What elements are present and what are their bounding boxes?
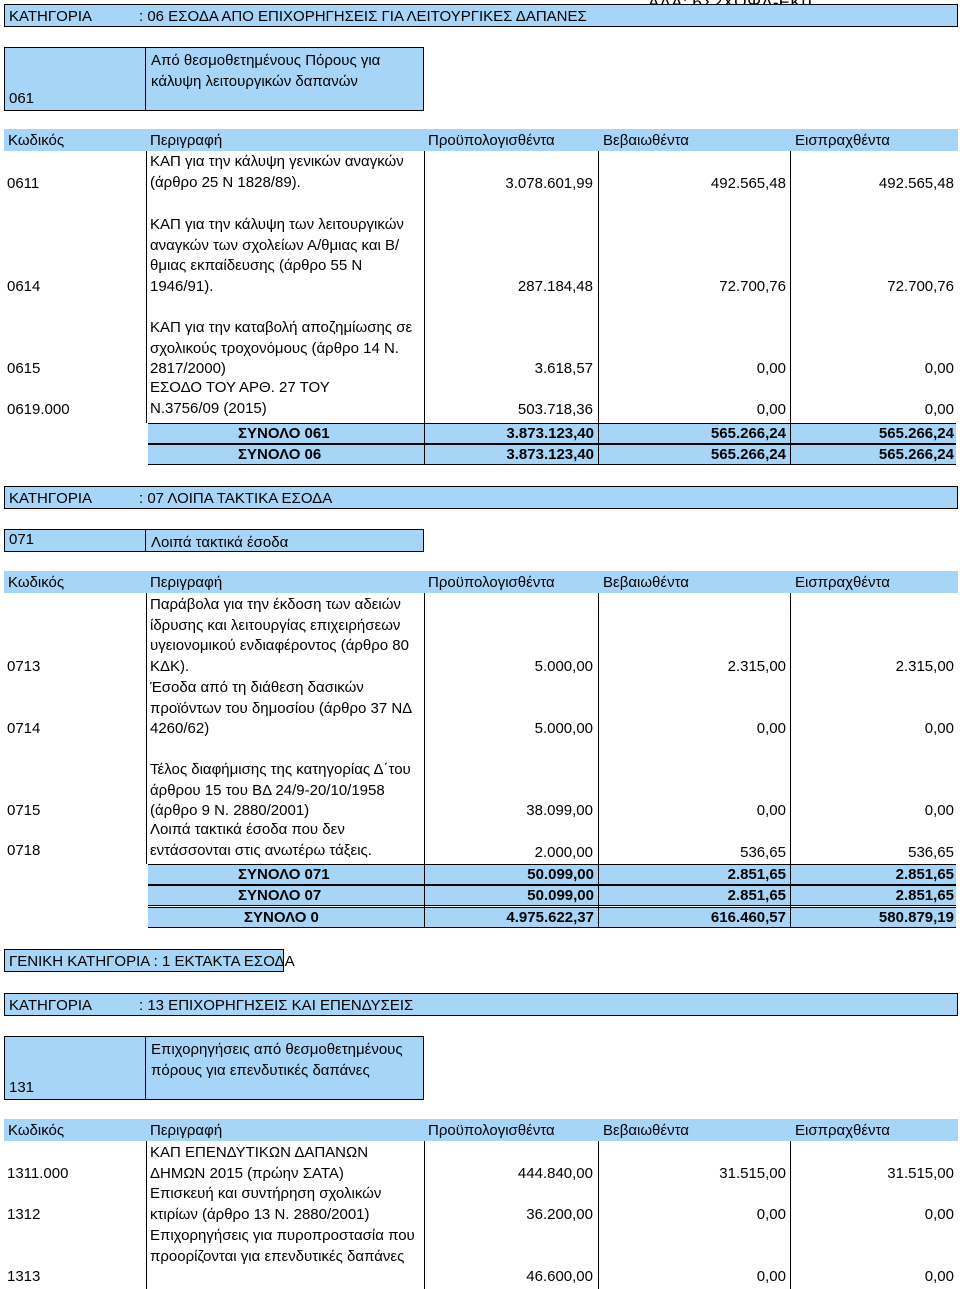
general-category-title: ΓΕΝΙΚΗ ΚΑΤΗΓΟΡΙΑ : 1 ΕΚΤΑΚΤΑ ΕΣΟΔΑ bbox=[9, 953, 295, 970]
col-desc: Περιγραφή bbox=[150, 1122, 223, 1139]
row-desc: ΚΑΠ για την κάλυψη γενικών αναγκών (άρθρο 25 Ν 1828/89). bbox=[150, 153, 404, 191]
row-code: 1312 bbox=[7, 1206, 41, 1223]
col-budgeted: Προϋπολογισθέντα bbox=[428, 574, 555, 591]
general-category-header bbox=[4, 949, 295, 972]
total-certified: 2.851,65 bbox=[727, 866, 786, 883]
total-collected: 580.879,19 bbox=[878, 909, 954, 926]
total-07 bbox=[148, 885, 956, 906]
total-certified: 565.266,24 bbox=[710, 425, 786, 442]
col-budgeted: Προϋπολογισθέντα bbox=[428, 132, 555, 149]
row-budgeted: 46.600,00 bbox=[526, 1268, 593, 1285]
row-budgeted: 503.718,36 bbox=[517, 401, 593, 418]
row-desc: Λοιπά τακτικά έσοδα που δεν εντάσσονται στις ανωτέρω τάξεις. bbox=[150, 821, 372, 859]
subcategory-061 bbox=[4, 47, 424, 111]
row-collected: 0,00 bbox=[924, 1268, 954, 1285]
row-collected: 0,00 bbox=[924, 720, 954, 737]
row-code: 0619.000 bbox=[7, 401, 70, 418]
col-budgeted: Προϋπολογισθέντα bbox=[428, 1122, 555, 1139]
total-label: ΣΥΝΟΛΟ 071 bbox=[238, 866, 330, 883]
total-certified: 2.851,65 bbox=[727, 887, 786, 904]
row-code: 0713 bbox=[7, 658, 41, 675]
row-code: 1313 bbox=[7, 1268, 41, 1285]
total-certified: 565.266,24 bbox=[710, 446, 786, 463]
total-budgeted: 4.975.622,37 bbox=[506, 909, 594, 926]
row-collected: 0,00 bbox=[924, 401, 954, 418]
row-collected: 536,65 bbox=[908, 844, 954, 861]
row-desc: Έσοδα από τη διάθεση δασικών προϊόντων του δημοσίου (άρθρο 37 ΝΔ 4260/62) bbox=[150, 679, 412, 737]
col-collected: Εισπραχθέντα bbox=[795, 1122, 890, 1139]
category-title: : 06 ΕΣΟΔΑ ΑΠΟ ΕΠΙΧΟΡΗΓΗΣΕΙΣ ΓΙΑ ΛΕΙΤΟΥΡΓΙΚΕΣ ΔΑΠΑΝΕΣ bbox=[139, 8, 587, 25]
row-certified: 0,00 bbox=[756, 360, 786, 377]
row-certified: 72.700,76 bbox=[719, 278, 786, 295]
row-collected: 0,00 bbox=[924, 360, 954, 377]
row-certified: 492.565,48 bbox=[710, 175, 786, 192]
row-certified: 0,00 bbox=[756, 720, 786, 737]
row-code: 0611 bbox=[7, 175, 40, 192]
row-desc: Επισκευή και συντήρηση σχολικών κτιρίων (άρθρο 13 Ν. 2880/2001) bbox=[150, 1185, 382, 1223]
total-071 bbox=[148, 864, 956, 885]
row-collected: 492.565,48 bbox=[878, 175, 954, 192]
row-collected: 0,00 bbox=[924, 802, 954, 819]
row-code: 0718 bbox=[7, 842, 41, 859]
row-certified: 0,00 bbox=[756, 802, 786, 819]
row-desc: ΚΑΠ για την κάλυψη των λειτουργικών αναγκών των σχολείων Α/θμιας και Β/θμιας εκπαίδευσης (άρθρο 55 Ν 1946/91). bbox=[150, 216, 404, 295]
category-label: ΚΑΤΗΓΟΡΙΑ bbox=[9, 997, 92, 1014]
row-certified: 2.315,00 bbox=[727, 658, 786, 675]
total-budgeted: 50.099,00 bbox=[527, 866, 594, 883]
row-collected: 2.315,00 bbox=[895, 658, 954, 675]
row-desc: Παράβολα για την έκδοση των αδειών ίδρυσης και λειτουργίας επιχειρήσεων υγειονομικού ενδιαφέροντος (άρθρο 80 ΚΔΚ). bbox=[150, 596, 409, 675]
row-certified: 536,65 bbox=[740, 844, 786, 861]
row-desc: ΕΣΟΔΟ ΤΟΥ ΑΡΘ. 27 ΤΟΥ Ν.3756/09 (2015) bbox=[150, 379, 330, 417]
total-collected: 565.266,24 bbox=[878, 425, 954, 442]
category-title: : 13 ΕΠΙΧΟΡΗΓΗΣΕΙΣ ΚΑΙ ΕΠΕΝΔΥΣΕΙΣ bbox=[139, 997, 414, 1014]
row-certified: 31.515,00 bbox=[719, 1165, 786, 1182]
total-061 bbox=[148, 423, 956, 444]
row-desc: ΚΑΠ ΕΠΕΝΔΥΤΙΚΩΝ ΔΑΠΑΝΩΝ ΔΗΜΩΝ 2015 (πρώην ΣΑΤΑ) bbox=[150, 1144, 369, 1182]
subcategory-code: 131 bbox=[9, 1079, 35, 1096]
row-budgeted: 38.099,00 bbox=[526, 802, 593, 819]
subcategory-desc: Λοιπά τακτικά έσοδα bbox=[151, 534, 289, 551]
row-budgeted: 3.078.601,99 bbox=[505, 175, 593, 192]
subcategory-071 bbox=[4, 529, 424, 552]
col-code: Κωδικός bbox=[8, 132, 65, 149]
category-label: ΚΑΤΗΓΟΡΙΑ bbox=[9, 8, 92, 25]
category-06-header bbox=[4, 4, 958, 27]
total-collected: 2.851,65 bbox=[895, 887, 954, 904]
total-budgeted: 3.873.123,40 bbox=[506, 446, 594, 463]
category-label: ΚΑΤΗΓΟΡΙΑ bbox=[9, 490, 92, 507]
column-headers-131 bbox=[4, 1119, 958, 1141]
col-code: Κωδικός bbox=[8, 1122, 65, 1139]
category-13-header bbox=[4, 993, 958, 1016]
row-budgeted: 5.000,00 bbox=[534, 658, 593, 675]
total-budgeted: 50.099,00 bbox=[527, 887, 594, 904]
total-collected: 565.266,24 bbox=[878, 446, 954, 463]
total-label: ΣΥΝΟΛΟ 061 bbox=[238, 425, 330, 442]
row-code: 0715 bbox=[7, 802, 41, 819]
col-certified: Βεβαιωθέντα bbox=[603, 1122, 689, 1139]
row-budgeted: 3.618,57 bbox=[534, 360, 593, 377]
subcategory-131 bbox=[4, 1036, 424, 1100]
col-collected: Εισπραχθέντα bbox=[795, 132, 890, 149]
row-certified: 0,00 bbox=[756, 1268, 786, 1285]
row-budgeted: 2.000,00 bbox=[534, 844, 593, 861]
subcategory-code: 071 bbox=[9, 531, 35, 548]
total-certified: 616.460,57 bbox=[710, 909, 786, 926]
row-certified: 0,00 bbox=[756, 1206, 786, 1223]
total-collected: 2.851,65 bbox=[895, 866, 954, 883]
row-desc: Τέλος διαφήμισης της κατηγορίας Δ΄του άρθρου 15 του ΒΔ 24/9-20/10/1958 (άρθρο 9 Ν. 2880/2001) bbox=[150, 761, 411, 819]
row-budgeted: 287.184,48 bbox=[517, 278, 593, 295]
column-headers-071 bbox=[4, 571, 958, 593]
row-budgeted: 36.200,00 bbox=[526, 1206, 593, 1223]
total-0 bbox=[148, 907, 956, 928]
row-code: 1311.000 bbox=[7, 1165, 69, 1182]
col-collected: Εισπραχθέντα bbox=[795, 574, 890, 591]
row-certified: 0,00 bbox=[756, 401, 786, 418]
category-07-header bbox=[4, 486, 958, 509]
subcategory-desc: Από θεσμοθετημένους Πόρους για κάλυψη λειτουργικών δαπανών bbox=[151, 52, 381, 90]
row-code: 0615 bbox=[7, 360, 41, 377]
row-code: 0614 bbox=[7, 278, 41, 295]
category-title: : 07 ΛΟΙΠΑ ΤΑΚΤΙΚΑ ΕΣΟΔΑ bbox=[139, 490, 333, 507]
row-code: 0714 bbox=[7, 720, 41, 737]
subcategory-desc: Επιχορηγήσεις από θεσμοθετημένους πόρους για επενδυτικές δαπάνες bbox=[151, 1041, 403, 1079]
row-desc: ΚΑΠ για την καταβολή αποζημίωσης σε σχολικούς τροχονόμους (άρθρο 14 Ν. 2817/2000) bbox=[150, 319, 413, 377]
total-label: ΣΥΝΟΛΟ 0 bbox=[244, 909, 319, 926]
col-code: Κωδικός bbox=[8, 574, 65, 591]
total-06 bbox=[148, 444, 956, 465]
row-collected: 31.515,00 bbox=[887, 1165, 954, 1182]
col-desc: Περιγραφή bbox=[150, 574, 223, 591]
total-budgeted: 3.873.123,40 bbox=[506, 425, 594, 442]
col-certified: Βεβαιωθέντα bbox=[603, 574, 689, 591]
col-certified: Βεβαιωθέντα bbox=[603, 132, 689, 149]
total-label: ΣΥΝΟΛΟ 06 bbox=[238, 446, 322, 463]
col-desc: Περιγραφή bbox=[150, 132, 223, 149]
row-budgeted: 5.000,00 bbox=[534, 720, 593, 737]
row-desc: Επιχορηγήσεις για πυροπροστασία που προορίζονται για επενδυτικές δαπάνες bbox=[150, 1227, 415, 1265]
total-label: ΣΥΝΟΛΟ 07 bbox=[238, 887, 322, 904]
row-collected: 0,00 bbox=[924, 1206, 954, 1223]
row-budgeted: 444.840,00 bbox=[517, 1165, 593, 1182]
column-headers-061 bbox=[4, 129, 958, 151]
subcategory-code: 061 bbox=[9, 90, 35, 107]
row-collected: 72.700,76 bbox=[887, 278, 954, 295]
